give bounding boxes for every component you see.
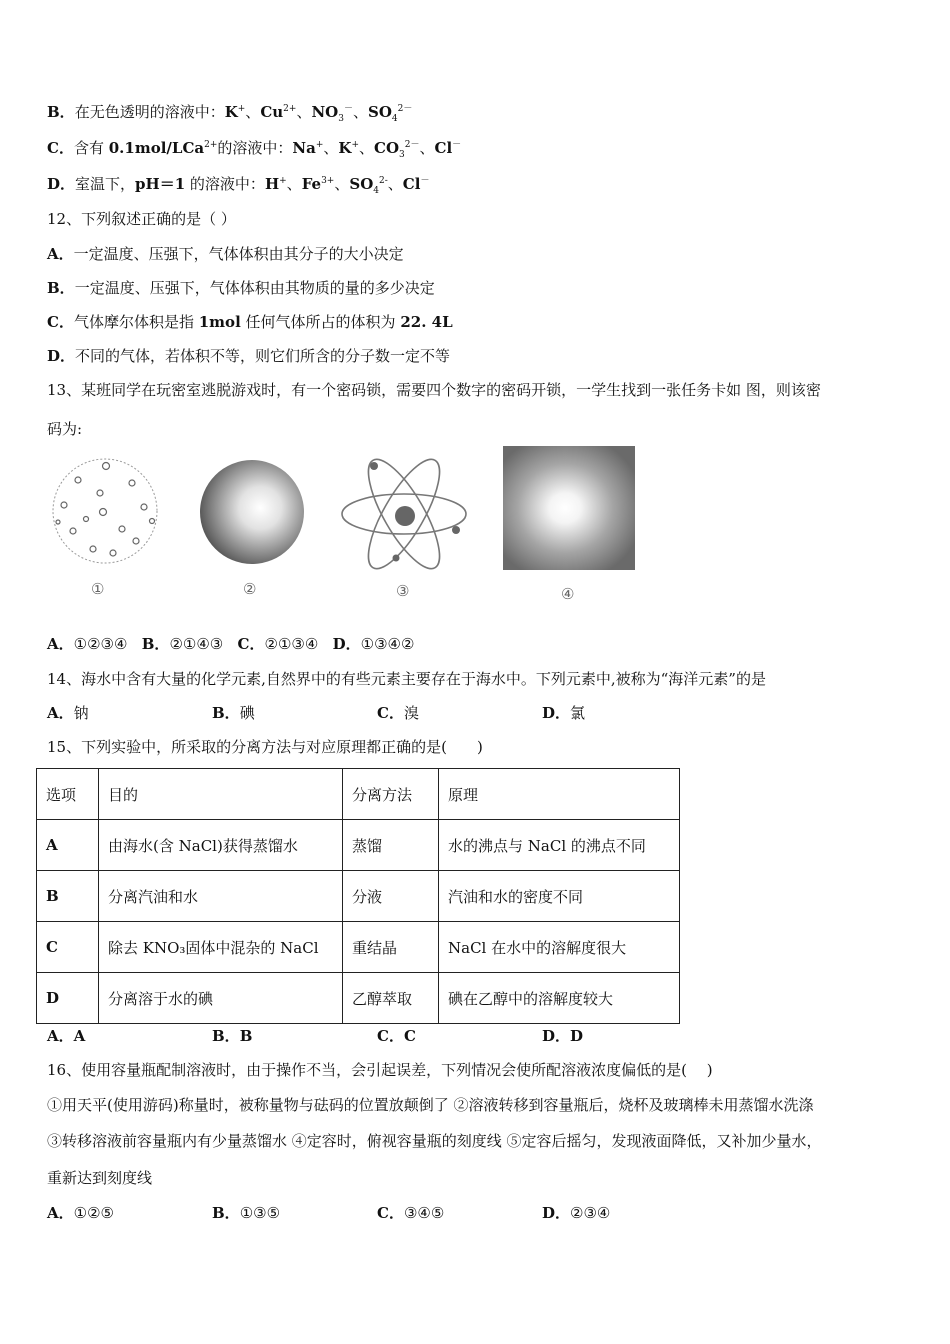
solid-sphere-model-figure [198, 458, 306, 566]
figure-caption-2: ② [243, 580, 257, 598]
q15-option-d: D．D [542, 1027, 584, 1045]
table-cell: 分离溶于水的碘 [99, 973, 343, 1024]
table-cell: 重结晶 [343, 922, 439, 973]
q15-stem: 15、下列实验中，所采取的分离方法与对应原理都正确的是( ) [47, 738, 483, 756]
table-cell: 水的沸点与 NaCl 的沸点不同 [439, 820, 680, 871]
q11-option-d: D．室温下，pH＝1 的溶液中：H+、$Fe^{3+}$、$SO_4^{2-}$、Cl－ [47, 175, 430, 196]
table-header-cell: 分离方法 [343, 769, 439, 820]
q12-option-b: B．一定温度、压强下，气体体积由其物质的量的多少决定 [47, 279, 435, 297]
q15-option-b: B．B [212, 1027, 253, 1045]
q12-option-d: D．不同的气体，若体积不等，则它们所含的分子数一定不等 [47, 347, 451, 365]
table-header-cell: 选项 [37, 769, 99, 820]
table-cell: 蒸馏 [343, 820, 439, 871]
q13-options: A．①②③④ B．②①④③ C．②①③④ D．①③④② [47, 635, 415, 653]
figure-caption-4: ④ [561, 585, 575, 603]
q16-option-b: B．①③⑤ [212, 1204, 281, 1222]
table-cell: 分液 [343, 871, 439, 922]
table-cell: A [37, 820, 99, 871]
q16-line-2: ③转移溶液前容量瓶内有少量蒸馏水 ④定容时，俯视容量瓶的刻度线 ⑤定容后摇匀，发现液面降低，又补加少量水， [47, 1132, 822, 1150]
nuclear-atom-model-figure [338, 446, 470, 578]
q16-option-c: C．③④⑤ [377, 1204, 445, 1222]
q12-stem: 12、下列叙述正确的是（ ） [47, 210, 236, 228]
q16-line-1: ①用天平(使用游码)称量时，被称量物与砝码的位置放颠倒了 ②溶液转移到容量瓶后，烧杯及玻璃棒未用蒸馏水洗涤 [47, 1096, 814, 1114]
q16-option-d: D．②③④ [542, 1204, 611, 1222]
q12-option-c: C．气体摩尔体积是指 1mol 任何气体所占的体积为 22. 4L [47, 313, 453, 331]
q14-option-a: A．钠 [47, 704, 89, 722]
table-header-cell: 原理 [439, 769, 680, 820]
table-cell: 分离汽油和水 [99, 871, 343, 922]
table-cell: NaCl 在水中的溶解度很大 [439, 922, 680, 973]
table-cell: 由海水(含 NaCl)获得蒸馏水 [99, 820, 343, 871]
table-cell: 碘在乙醇中的溶解度较大 [439, 973, 680, 1024]
separation-methods-table [36, 768, 680, 1024]
q11-option-c: C．含有 0.1mol/LCa$^{2+}$的溶液中：Na+、K+、$CO_3^{2-}$、Cl－ [47, 139, 462, 160]
table-cell: D [37, 973, 99, 1024]
q14-stem: 14、海水中含有大量的化学元素,自然界中的有些元素主要存在于海水中。下列元素中,被称为“海洋元素”的是 [47, 670, 766, 688]
table-row [37, 820, 680, 871]
table-cell: 汽油和水的密度不同 [439, 871, 680, 922]
figure-caption-3: ③ [396, 582, 410, 600]
table-cell: 除去 KNO₃固体中混杂的 NaCl [99, 922, 343, 973]
q15-option-c: C．C [377, 1027, 416, 1045]
figure-caption-1: ① [91, 580, 105, 598]
plum-pudding-model-figure [48, 455, 162, 567]
q13-stem: 13、某班同学在玩密室逃脱游戏时，有一个密码锁，需要四个数字的密码开锁，一学生找到一张任务卡如 图，则该密 [47, 381, 821, 399]
table-cell: 乙醇萃取 [343, 973, 439, 1024]
table-cell: B [37, 871, 99, 922]
q16-line-3: 重新达到刻度线 [47, 1169, 153, 1187]
q14-option-b: B．碘 [212, 704, 255, 722]
q15-option-a: A．A [47, 1027, 86, 1045]
table-row [37, 871, 680, 922]
table-row [37, 973, 680, 1024]
q11-option-b: B．在无色透明的溶液中：K+、$Cu^{2+}$、$NO_3^-$、$SO_4^{2-}$ [47, 103, 413, 124]
table-cell: C [37, 922, 99, 973]
q14-option-c: C．溴 [377, 704, 419, 722]
q12-option-a: A．一定温度、压强下，气体体积由其分子的大小决定 [47, 245, 404, 263]
q16-option-a: A．①②⑤ [47, 1204, 114, 1222]
q16-stem: 16、使用容量瓶配制溶液时，由于操作不当，会引起误差，下列情况会使所配溶液浓度偏低的是( ) [47, 1061, 713, 1079]
table-header-row [37, 769, 680, 820]
table-header-cell: 目的 [99, 769, 343, 820]
q13-stem-cont: 码为: [47, 420, 83, 438]
q14-option-d: D．氯 [542, 704, 586, 722]
table-row [37, 922, 680, 973]
electron-cloud-model-figure [503, 446, 635, 570]
